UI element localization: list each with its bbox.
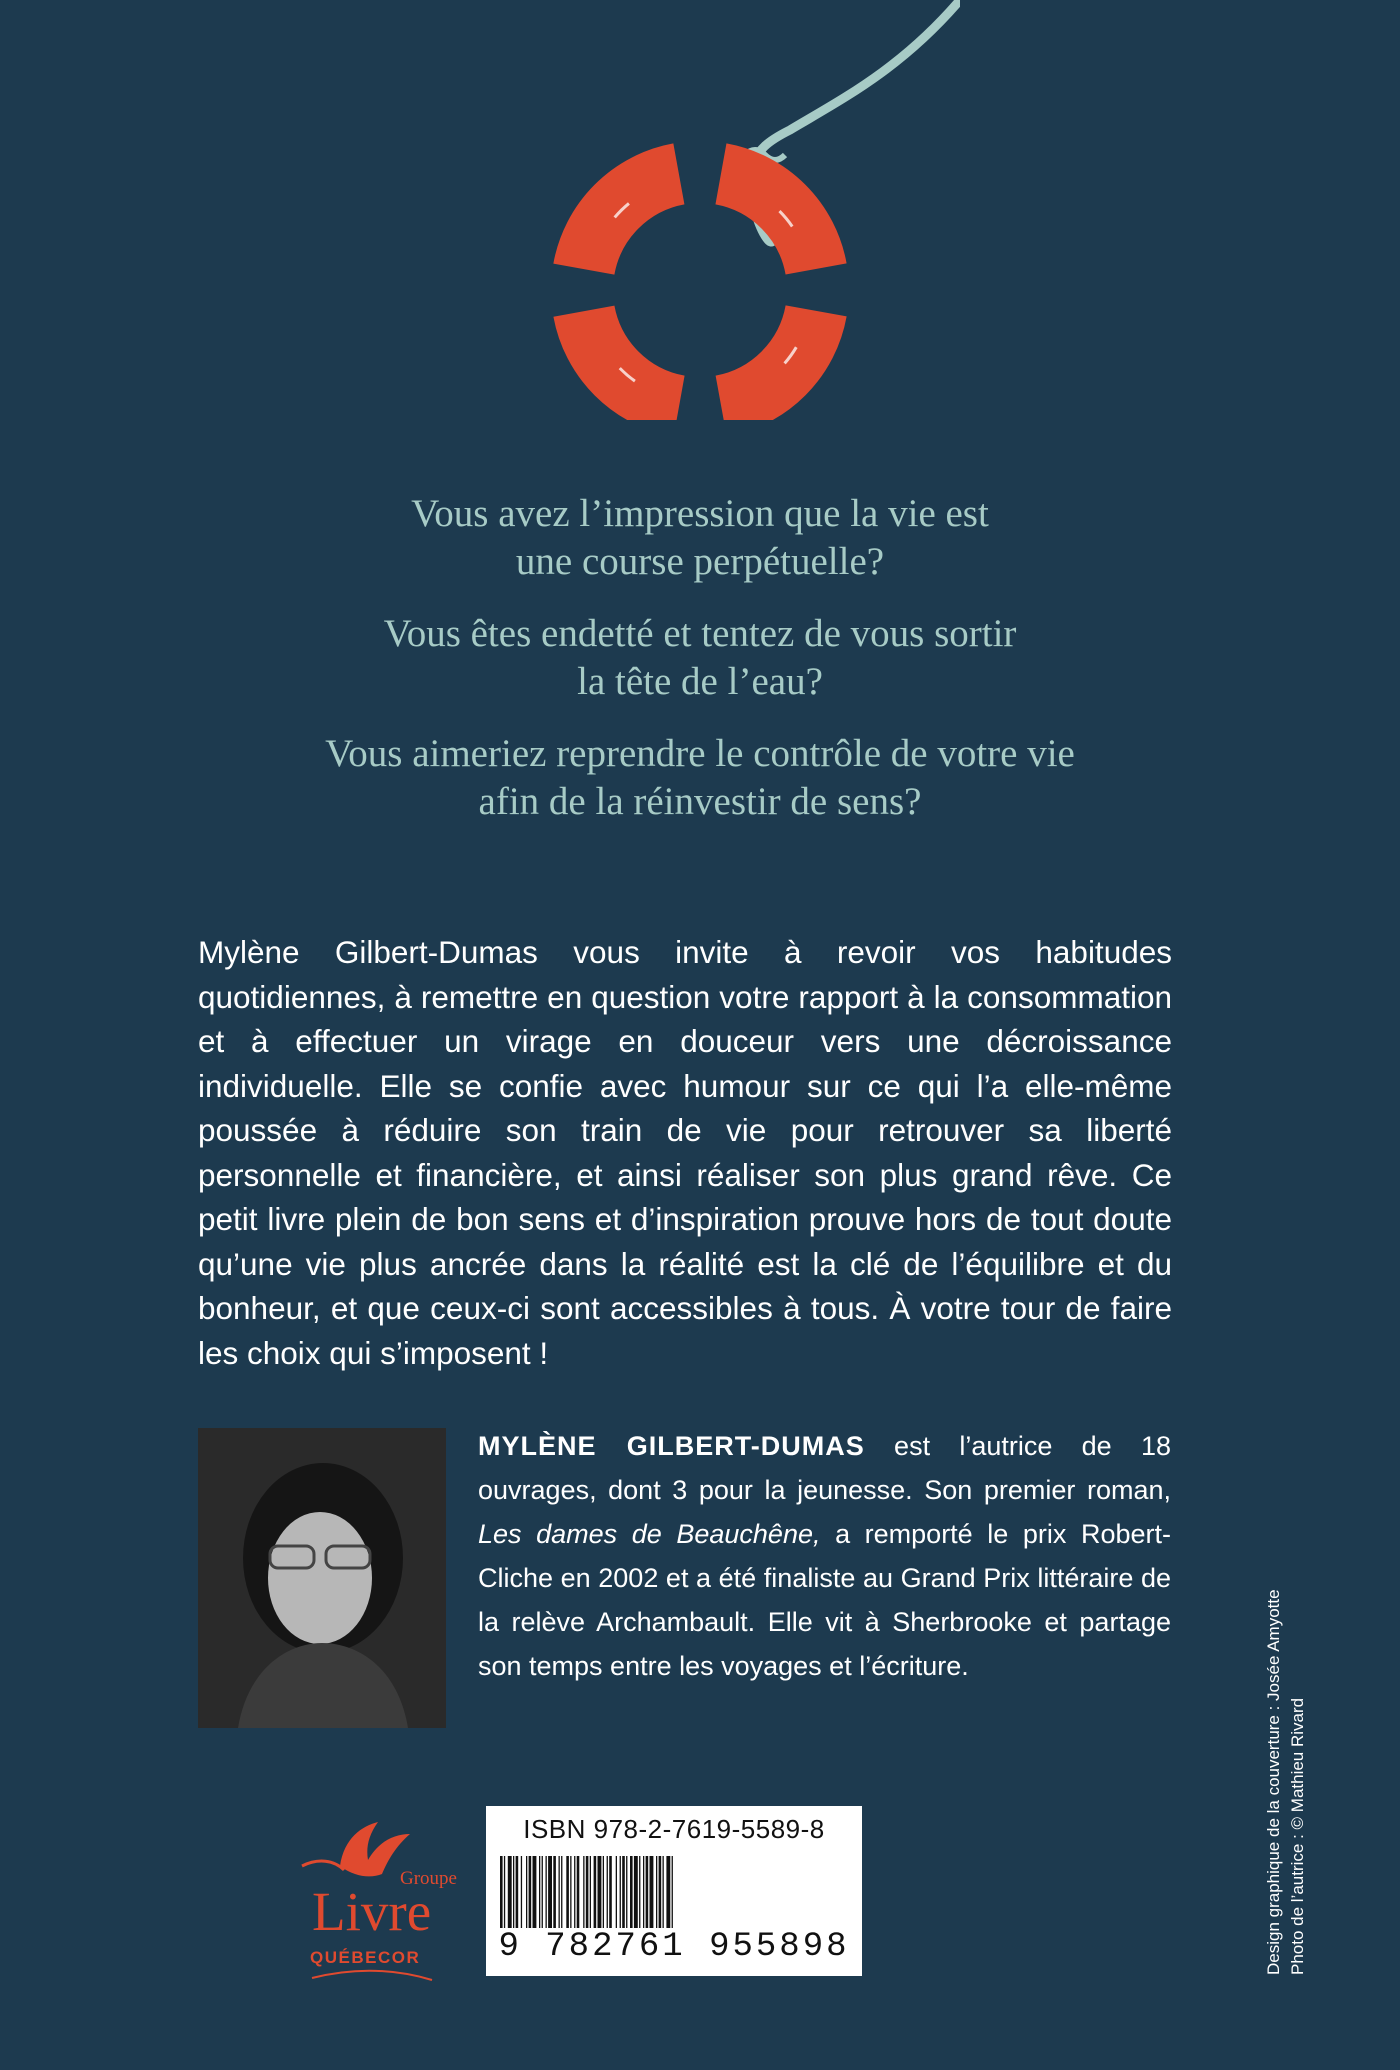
publisher-livre: Livre <box>312 1881 432 1942</box>
barcode-bar <box>598 1856 602 1928</box>
barcode-bar <box>626 1856 627 1928</box>
credits-text <box>1262 1515 1310 1975</box>
barcode-bar <box>594 1856 597 1928</box>
lifebuoy-icon <box>540 0 960 420</box>
question-line: Vous aimeriez reprendre le contrôle de votre vie <box>325 732 1075 775</box>
barcode-bar <box>643 1856 644 1928</box>
question-3 <box>200 730 1200 826</box>
barcode-bar <box>639 1856 640 1928</box>
barcode-bar <box>663 1856 664 1928</box>
barcode-bar <box>577 1856 580 1928</box>
design-credit: Design graphique de la couverture : Josée Amyotte <box>1264 1589 1283 1975</box>
publisher-quebecor: QUÉBECOR <box>310 1948 421 1967</box>
barcode-bar <box>583 1856 584 1928</box>
barcode-bar <box>566 1856 569 1928</box>
question-line: une course perpétuelle? <box>515 540 885 583</box>
barcode-bar <box>521 1856 522 1928</box>
barcode-bar <box>559 1856 560 1928</box>
credits <box>1262 1515 1322 1975</box>
barcode-bar <box>539 1856 540 1928</box>
publisher-logo <box>282 1808 462 1988</box>
barcode-bar <box>620 1856 621 1928</box>
barcode-bar <box>516 1856 519 1928</box>
barcode-bar <box>513 1856 514 1928</box>
barcode-bar <box>548 1856 552 1928</box>
question-line: la tête de l’eau? <box>577 660 823 703</box>
question-1 <box>200 490 1200 586</box>
barcode-bar <box>526 1856 527 1928</box>
barcode-bar <box>609 1856 612 1928</box>
barcode-bar <box>561 1856 562 1928</box>
author-bio <box>478 1424 1171 1688</box>
barcode-bar <box>603 1856 604 1928</box>
isbn-barcode <box>486 1806 862 1976</box>
question-line: Vous êtes endetté et tentez de vous sortir <box>383 612 1017 655</box>
barcode-bar <box>616 1856 617 1928</box>
author-name: MYLÈNE GILBERT-DUMAS <box>478 1431 865 1461</box>
book-description: Mylène Gilbert-Dumas vous invite à revoir vos habitudes quotidiennes, à remettre en question votre rapport à la consommation et à effectuer un virage en douceur vers une décroissance individuelle. Elle se confie avec humour sur ce qui l’a elle-même poussée à réduire son train de vie pour retrouver sa liberté personnelle et financière, et ainsi réaliser son plus grand rêve. Ce petit livre plein de bon sens et d’inspiration prouve hors de tout doute qu’une vie plus ancrée dans la réalité est la clé de l’équilibre et du bonheur, et que ceux-ci sont accessibles à tous. À votre tour de faire les choix qui s’imposent ! <box>198 934 1172 1371</box>
question-block <box>200 490 1200 850</box>
question-line: Vous avez l’impression que la vie est <box>411 492 989 535</box>
barcode-bar <box>504 1856 505 1928</box>
barcode-bar <box>553 1856 556 1928</box>
barcode-bar <box>656 1856 657 1928</box>
barcode-bar <box>659 1856 662 1928</box>
barcode-bar <box>574 1856 575 1928</box>
barcode-bar <box>622 1856 625 1928</box>
barcode-bar <box>533 1856 537 1928</box>
barcode-bar <box>500 1856 503 1928</box>
isbn-number: ISBN 978-2-7619-5589-8 <box>523 1814 825 1844</box>
author-bio-text: a remporté le prix Robert-Cliche en 2002 et a été finaliste au Grand Prix littéraire de la relève Archambault. Elle vit à Sherbrooke et partage son temps entre les voyages et l’écriture. <box>478 1519 1171 1681</box>
barcode-bar <box>542 1856 543 1928</box>
barcode-bar <box>607 1856 608 1928</box>
barcode-bar <box>646 1856 649 1928</box>
question-line: afin de la réinvestir de sens? <box>478 780 922 823</box>
barcode-bar <box>508 1856 512 1928</box>
barcode-digits: 9 782761 955898 <box>498 1928 850 1966</box>
photo-credit: Photo de l’autrice : © Mathieu Rivard <box>1288 1697 1307 1975</box>
author-bio-text: est l’autrice de 18 ouvrages, dont 3 pour la jeunesse. Son premier roman, <box>478 1431 1171 1505</box>
author-photo <box>198 1428 446 1728</box>
barcode-bar <box>586 1856 589 1928</box>
barcode-bar <box>650 1856 654 1928</box>
barcode-bar <box>570 1856 571 1928</box>
question-2 <box>200 610 1200 706</box>
book-title-reference: Les dames de Beauchêne, <box>478 1519 821 1549</box>
barcode-bar <box>672 1856 673 1928</box>
barcode-icon <box>500 1856 848 1928</box>
barcode-bar <box>630 1856 633 1928</box>
publisher-groupe: Groupe <box>400 1868 457 1889</box>
barcode-bar <box>529 1856 532 1928</box>
barcode-bar <box>634 1856 638 1928</box>
barcode-bar <box>546 1856 547 1928</box>
barcode-bar <box>666 1856 670 1928</box>
barcode-bar <box>590 1856 591 1928</box>
